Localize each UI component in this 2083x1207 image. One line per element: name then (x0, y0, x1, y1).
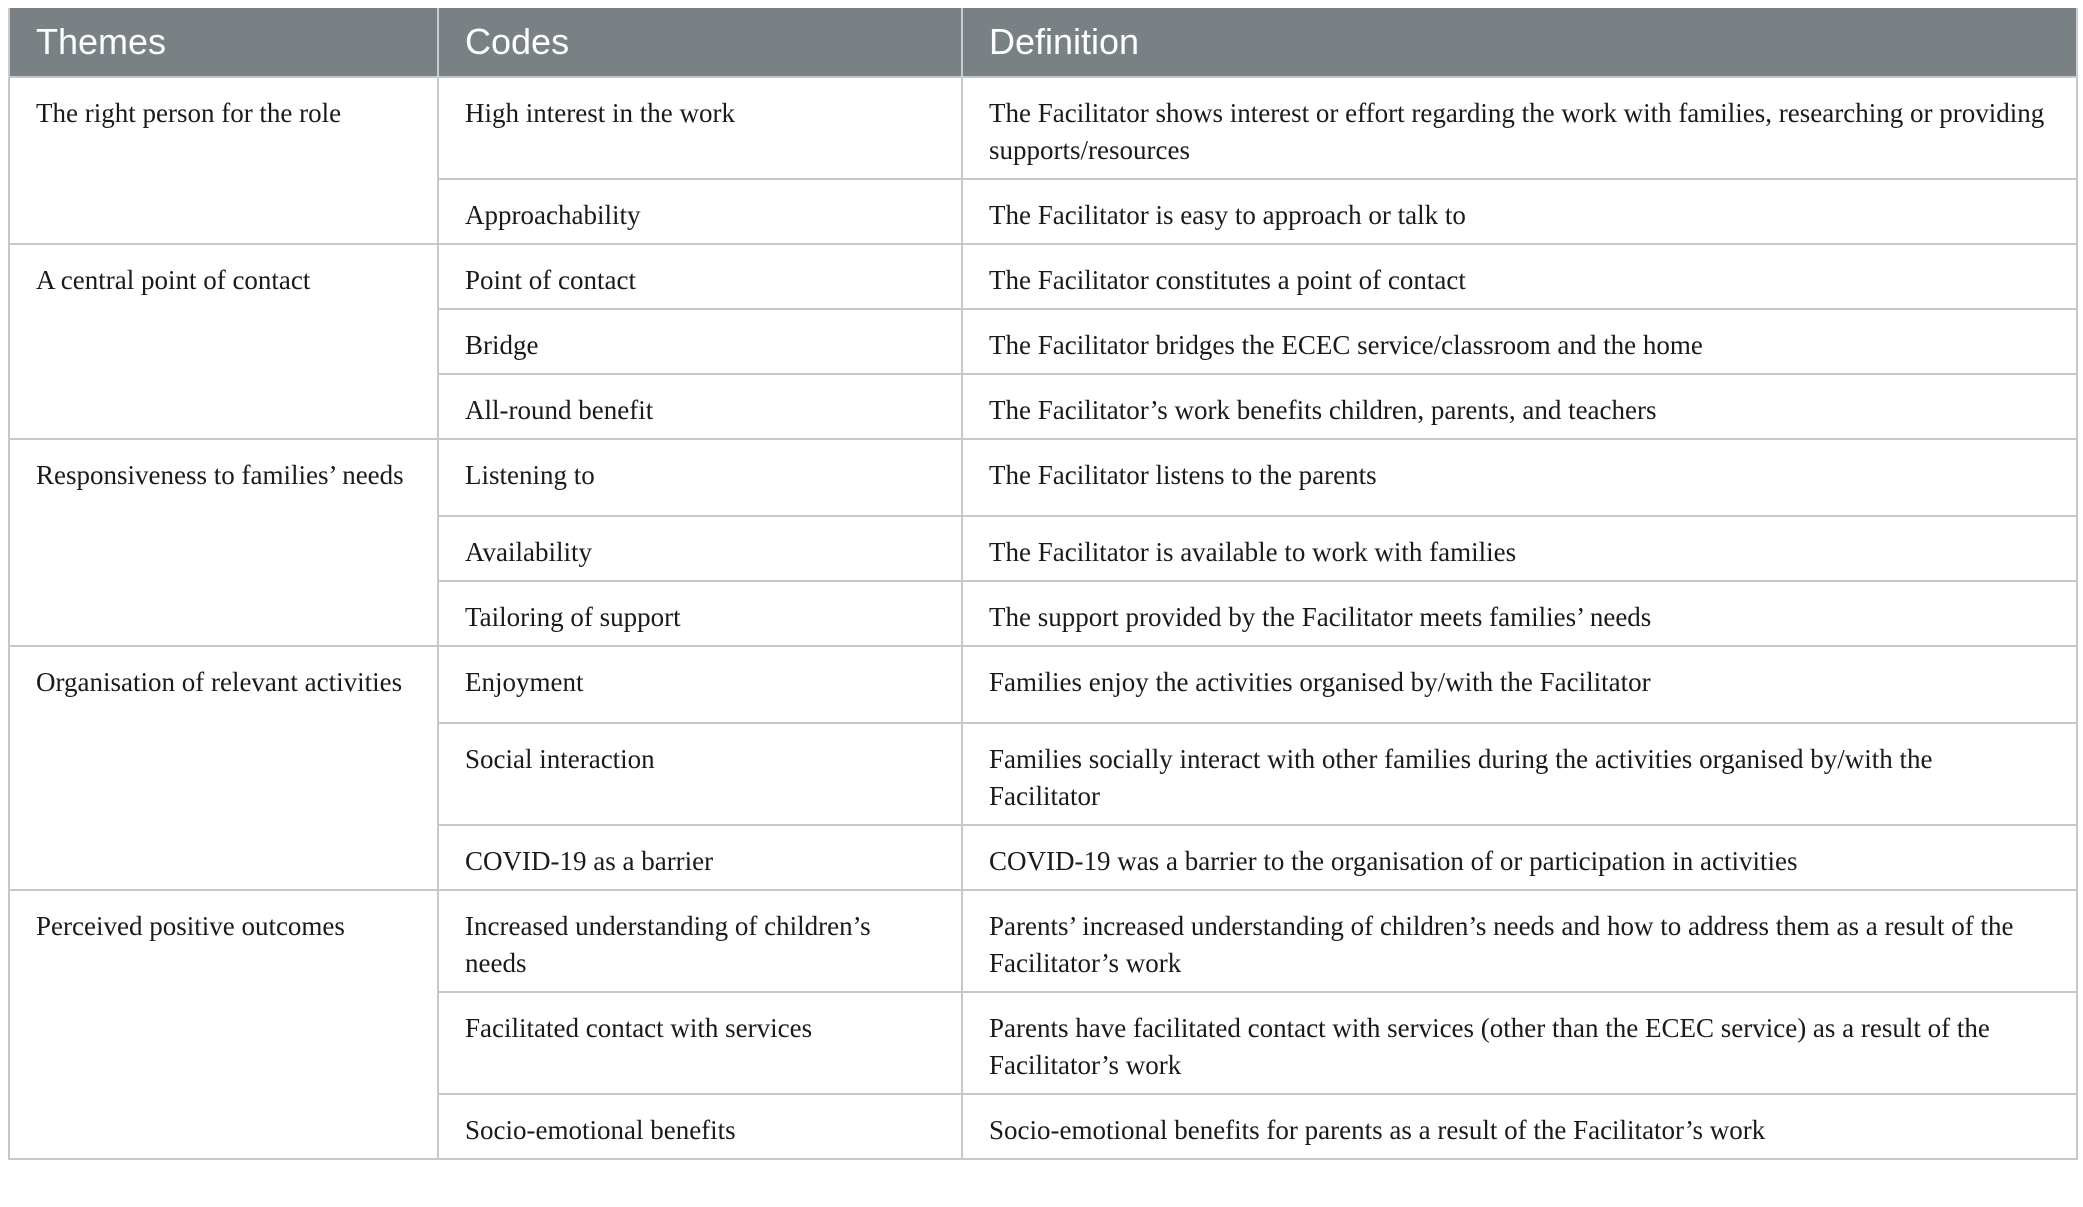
code-cell: Bridge (438, 309, 962, 374)
code-cell: Availability (438, 516, 962, 581)
definition-cell: The support provided by the Facilitator meets families’ needs (962, 581, 2077, 646)
definition-cell: The Facilitator is available to work with families (962, 516, 2077, 581)
definition-cell: COVID-19 was a barrier to the organisation of or participation in activities (962, 825, 2077, 890)
themes-table-container (8, 8, 2076, 1160)
code-cell: All-round benefit (438, 374, 962, 439)
code-cell: COVID-19 as a barrier (438, 825, 962, 890)
code-cell: Listening to (438, 439, 962, 516)
code-cell: Social interaction (438, 723, 962, 825)
header-codes: Codes (438, 9, 962, 77)
code-cell: Point of contact (438, 244, 962, 309)
definition-cell: The Facilitator constitutes a point of contact (962, 244, 2077, 309)
table-row (9, 439, 2077, 516)
definition-cell: The Facilitator listens to the parents (962, 439, 2077, 516)
theme-cell: A central point of contact (9, 244, 438, 439)
code-cell: Tailoring of support (438, 581, 962, 646)
definition-cell: Socio-emotional benefits for parents as a result of the Facilitator’s work (962, 1094, 2077, 1159)
table-row (9, 77, 2077, 179)
definition-cell: Parents’ increased understanding of children’s needs and how to address them as a result of the Facilitator’s work (962, 890, 2077, 992)
code-cell: Facilitated contact with services (438, 992, 962, 1094)
code-cell: Increased understanding of children’s needs (438, 890, 962, 992)
table-row (9, 646, 2077, 723)
definition-cell: The Facilitator is easy to approach or talk to (962, 179, 2077, 244)
definition-cell: Families socially interact with other families during the activities organised by/with the Facilitator (962, 723, 2077, 825)
theme-cell: Responsiveness to families’ needs (9, 439, 438, 646)
table-header (9, 9, 2077, 77)
header-definition: Definition (962, 9, 2077, 77)
theme-cell: The right person for the role (9, 77, 438, 244)
definition-cell: The Facilitator’s work benefits children, parents, and teachers (962, 374, 2077, 439)
table-row (9, 244, 2077, 309)
theme-cell: Organisation of relevant activities (9, 646, 438, 890)
code-cell: Approachability (438, 179, 962, 244)
code-cell: High interest in the work (438, 77, 962, 179)
code-cell: Enjoyment (438, 646, 962, 723)
definition-cell: Families enjoy the activities organised by/with the Facilitator (962, 646, 2077, 723)
code-cell: Socio-emotional benefits (438, 1094, 962, 1159)
definition-cell: The Facilitator shows interest or effort regarding the work with families, researching or providing supports/resources (962, 77, 2077, 179)
definition-cell: Parents have facilitated contact with services (other than the ECEC service) as a result of the Facilitator’s work (962, 992, 2077, 1094)
header-row (9, 9, 2077, 77)
header-themes: Themes (9, 9, 438, 77)
table-row (9, 890, 2077, 992)
theme-cell: Perceived positive outcomes (9, 890, 438, 1159)
definition-cell: The Facilitator bridges the ECEC service/classroom and the home (962, 309, 2077, 374)
themes-codes-table (8, 8, 2078, 1160)
table-body (9, 77, 2077, 1159)
